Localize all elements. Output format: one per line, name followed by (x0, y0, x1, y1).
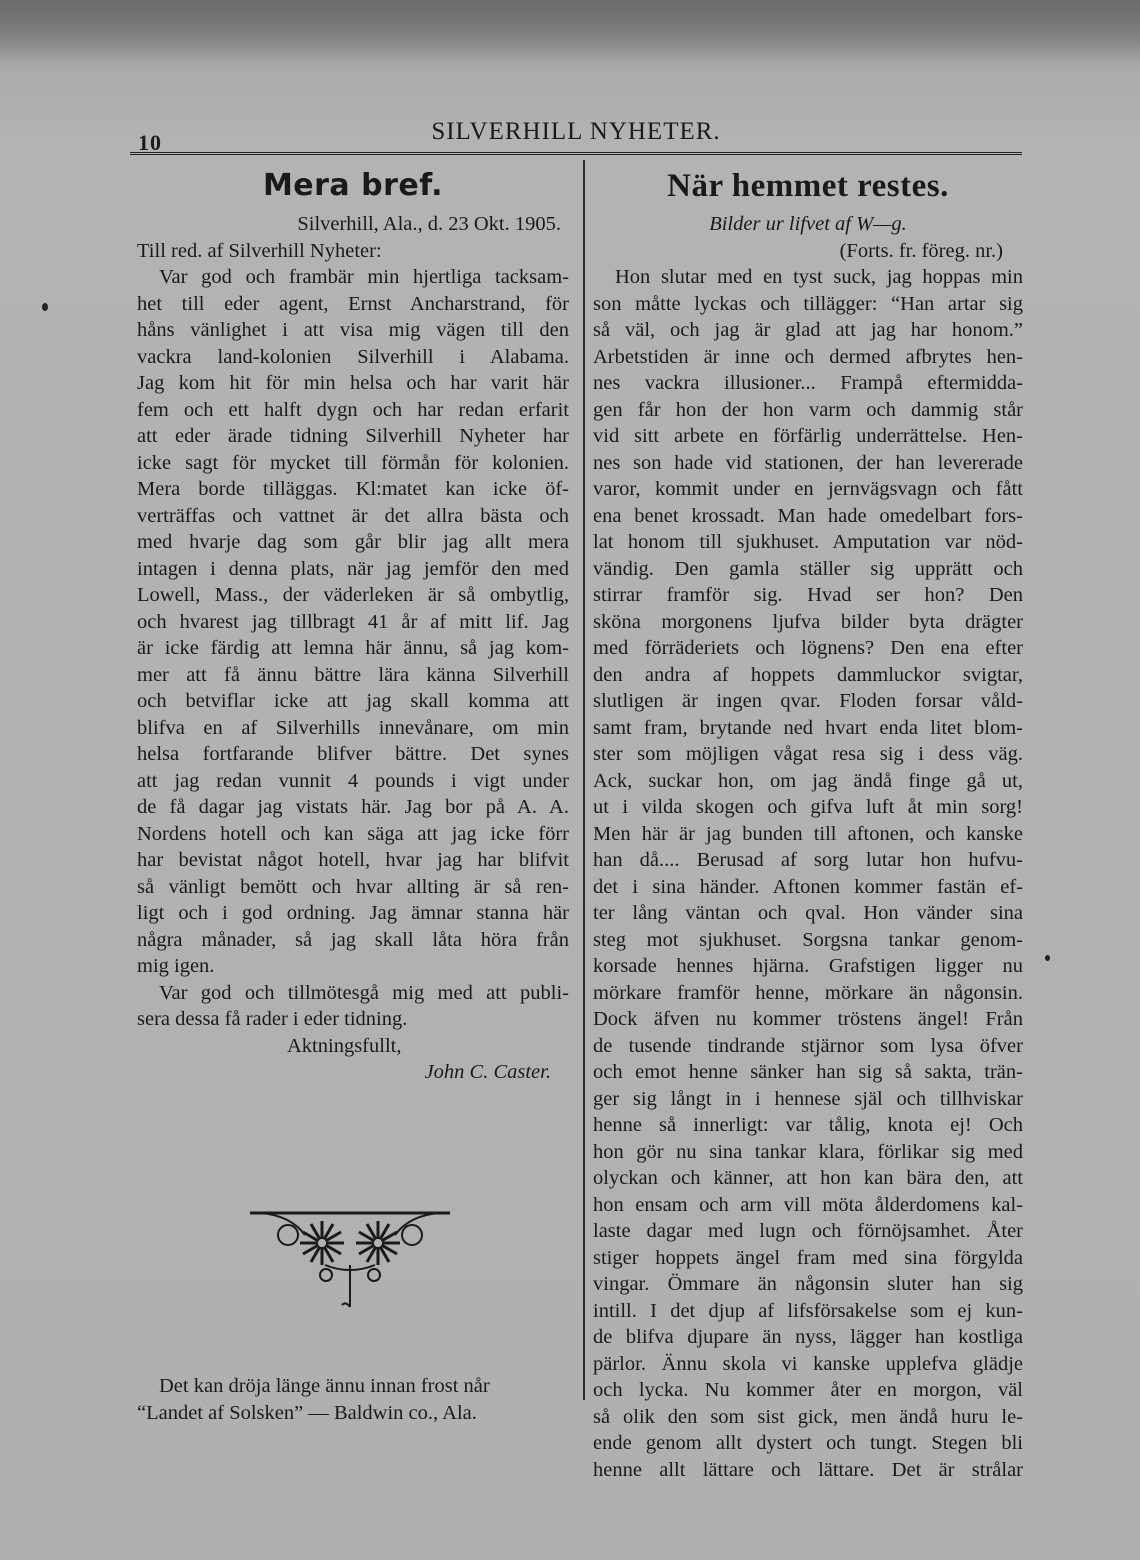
right-article-body (593, 264, 1023, 1483)
text-line: mer att få ännu bättre lära känna Silverhill (137, 663, 569, 686)
left-article-signoff: Aktningsfullt, (287, 1034, 402, 1057)
text-line: vid sitt arbete en förfärlig underrättelse. Hen- (593, 425, 1023, 447)
text-line: Var god och frambär min hjertliga tacksam- (159, 266, 569, 288)
text-line: ut i vilda skogen och gifva luft åt min sorg! (593, 796, 1023, 818)
header-rule (130, 152, 1022, 155)
text-line: så olik den som sist gick, men ändå huru le- (593, 1405, 1023, 1428)
right-column (593, 163, 1023, 1483)
text-line: är icke färdig att lemna här ännu, så jag kom- (137, 637, 569, 659)
ink-speck (42, 303, 48, 311)
text-line: lat honom till sjukhuset. Amputation var nöd- (593, 531, 1023, 553)
right-article-subtitle: Bilder ur lifvet af W—g. (709, 213, 907, 235)
text-line: laste dagar med lugn och förnöjsamhet. Åter (593, 1220, 1023, 1242)
page-edge-shadow (0, 0, 1140, 70)
footer-note-line: Det kan dröja länge ännu innan frost når (159, 1375, 490, 1397)
text-line: att jag redan vunnit 4 pounds i vigt under (137, 769, 569, 792)
text-line: samt fram, brytande ned hvart enda litet blom- (593, 716, 1023, 739)
left-article-salutation: Till red. af Silverhill Nyheter: (137, 239, 382, 262)
text-line: hon ensam och arm vill möta ålderdomens kal- (593, 1193, 1023, 1216)
column-divider (583, 160, 585, 1400)
right-article-headline: När hemmet restes. (667, 168, 949, 204)
text-line: varor, kommit under en jernvägsvagn och fått (593, 478, 1023, 500)
text-line: Mera borde tilläggas. Kl:matet kan icke öf- (137, 478, 569, 500)
left-article-dateline: Silverhill, Ala., d. 23 Okt. 1905. (297, 213, 561, 235)
text-line: och hvarest jag tillbragt 41 år af mitt lif. Jag (137, 610, 569, 633)
text-line: mörkare framför henne, mörkare än någonsin. (593, 981, 1023, 1004)
text-line: vändig. Den gamla ställer sig upprätt och (593, 557, 1023, 580)
text-line: ter lång väntan och qval. Hon vänder sina (593, 902, 1023, 924)
text-line: Jag kom hit för min helsa och har varit här (137, 372, 569, 394)
left-column (137, 163, 569, 1086)
text-line: de tusende tindrande stjärnor som lysa öfver (593, 1034, 1023, 1057)
decorative-ornament (250, 1205, 450, 1310)
text-line: sköna morgonens ljufva bilder byta drägter (593, 610, 1023, 633)
text-line: att eder ärade tidning Silverhill Nyheter har (137, 425, 569, 447)
text-line: och betviflar icke att jag skall komma att (137, 690, 569, 712)
text-line: Lowell, Mass., der väderleken är så ombytlig, (137, 584, 569, 606)
text-line: de blifva djupare än nyss, lägger han kostliga (593, 1326, 1023, 1348)
text-line: verträffas och vattnet är det allra bästa och (137, 504, 569, 527)
text-line: icke sagt för mycket till förmån för kolonien. (137, 451, 569, 474)
text-line: henne så innerligt: var tålig, knota ej! Och (593, 1114, 1023, 1136)
text-line: korsade hennes hjärna. Grafstigen ligger nu (593, 955, 1023, 977)
text-line: Ack, suckar hon, om jag ändå finge gå ut, (593, 769, 1023, 792)
text-line: intill. I det djup af lifsförsakelse som ej kun- (593, 1299, 1023, 1322)
text-line: fem och ett halft dygn och har redan erfarit (137, 398, 569, 421)
text-line: håns vänlighet i att visa mig vägen till den (137, 319, 569, 341)
text-line: Dock äfven nu kommer tröstens ängel! Från (593, 1008, 1023, 1030)
left-article-body (137, 264, 569, 980)
footer-note (137, 1373, 569, 1427)
text-line: Arbetstiden är inne och dermed afbrytes hen- (593, 345, 1023, 368)
text-line: och emot henne sänker han sig så sakta, trän- (593, 1061, 1023, 1083)
text-line: stirrar framför sig. Hvad ser hon? Den (593, 584, 1023, 606)
text-line: vackra land-kolonien Silverhill i Alabama. (137, 345, 569, 368)
text-line: hon gör nu sina tankar klara, förlikar sig med (593, 1140, 1023, 1163)
left-article-signature: John C. Caster. (424, 1061, 551, 1083)
text-line: Men här är jag bunden till aftonen, och kanske (593, 822, 1023, 845)
text-line: intagen i denna plats, när jag jemför den med (137, 557, 569, 580)
left-article-headline: Mera bref. (262, 168, 444, 203)
text-line: sera dessa få rader i eder tidning. (137, 1008, 408, 1030)
text-line: några månader, så jag skall låta höra från (137, 928, 569, 951)
text-line: steg mot sjukhuset. Sorgsna tankar genom- (593, 928, 1023, 951)
text-line: den andra af hoppets dammluckor svigtar, (593, 663, 1023, 686)
text-line: ende genom allt dystert och tungt. Stegen bli (593, 1432, 1023, 1454)
text-line: med hvarje dag som går blir jag allt mera (137, 531, 569, 553)
text-line: Hon slutar med en tyst suck, jag hoppas min (615, 266, 1023, 288)
text-line: så vänligt bemött och hvar allting är så ren- (137, 875, 569, 898)
text-line: Nordens hotell och kan säga att jag icke förr (137, 822, 569, 845)
left-article-closing (137, 980, 569, 1033)
text-line: med förräderiets och lögnens? Den ena efter (593, 637, 1023, 659)
text-line: ligt och i god ordning. Jag ämnar stanna här (137, 902, 569, 924)
text-line: henne allt lättare och lättare. Det är strålar (593, 1458, 1023, 1481)
text-line: mig igen. (137, 955, 215, 977)
text-line: det i sina händer. Aftonen kommer fastän ef- (593, 875, 1023, 898)
text-line: slutligen är ingen qvar. Floden forsar våld- (593, 690, 1023, 712)
right-article-continuation-note: (Forts. fr. föreg. nr.) (839, 239, 1003, 262)
text-line: nes son hade vid stationen, der han levererade (593, 451, 1023, 474)
text-line: het till eder agent, Ernst Ancharstrand, för (137, 292, 569, 315)
text-line: han då.... Berusad af sorg lutar hon hufvu- (593, 849, 1023, 871)
newspaper-title: SILVERHILL NYHETER. (431, 118, 721, 145)
text-line: och lycka. Nu kommer åter en morgon, väl (593, 1379, 1023, 1401)
text-line: nes vackra illusioner... Frampå eftermidda- (593, 372, 1023, 394)
page-number: 10 (138, 130, 162, 155)
text-line: ster som möjligen vågat resa sig i dess väg. (593, 743, 1023, 765)
text-line: stiger hoppets ängel fram med sina förgylda (593, 1246, 1023, 1269)
text-line: pärlor. Ännu skola vi kanske upplefva glädje (593, 1352, 1023, 1375)
footer-note-line: “Landet af Solsken” — Baldwin co., Ala. (137, 1402, 477, 1424)
text-line: de få dagar jag vistats här. Jag bor på A. A. (137, 796, 569, 818)
text-line: ena benet krossadt. Man hade omedelbart fors- (593, 504, 1023, 527)
text-line: ger sig långt in i hennese själ och tillhviskar (593, 1087, 1023, 1110)
text-line: helsa fortfarande blifver bättre. Det synes (137, 743, 569, 765)
text-line: har bevistat något hotell, hvar jag har blifvit (137, 849, 569, 871)
text-line: son måtte lyckas och tillägger: “Han artar sig (593, 292, 1023, 315)
ink-speck (1045, 955, 1050, 961)
text-line: gen får hon der hon varm och dammig står (593, 398, 1023, 421)
text-line: blifva en af Silverhills innevånare, om min (137, 716, 569, 739)
text-line: vingar. Ömmare än någonsin sluter han sig (593, 1273, 1023, 1295)
text-line: Var god och tillmötesgå mig med att publi- (159, 981, 569, 1004)
text-line: så väl, och jag är glad att jag har honom.” (593, 319, 1023, 341)
text-line: olyckan och känner, att hon kan bära den, att (593, 1167, 1023, 1189)
